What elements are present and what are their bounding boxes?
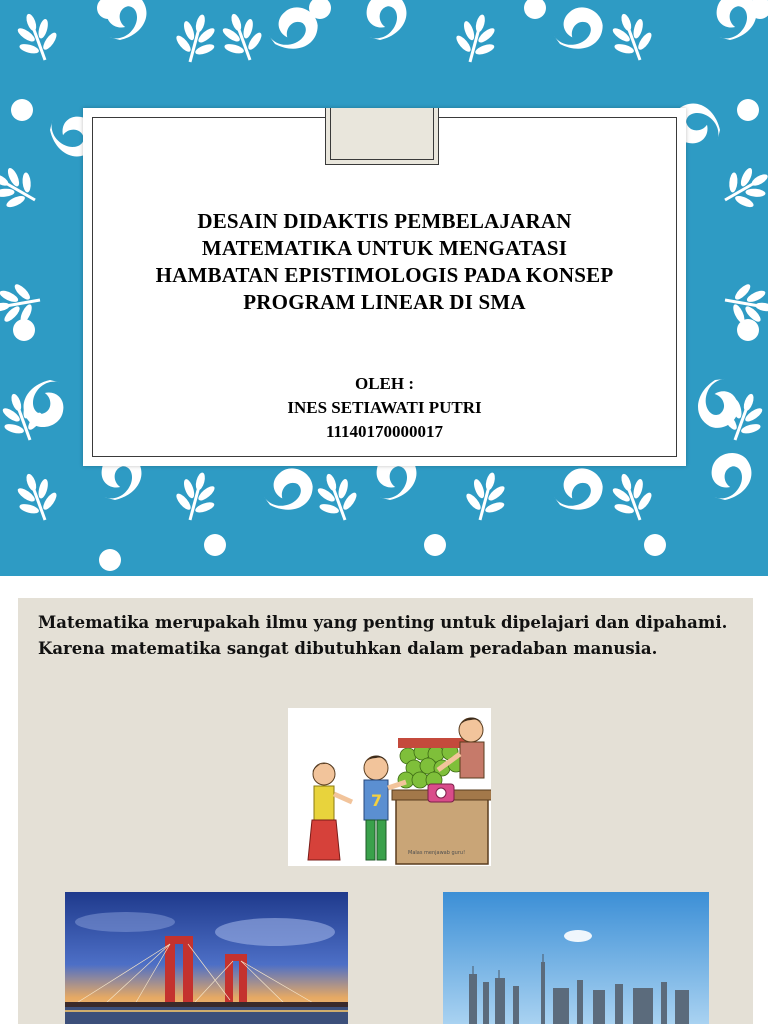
student-id: 11140170000017	[325, 422, 444, 441]
title-line: MATEMATIKA UNTUK MENGATASI	[201, 236, 568, 260]
title-card-tab	[325, 108, 439, 165]
market-cartoon-image	[288, 708, 491, 866]
title-line: HAMBATAN EPISTIMOLOGIS PADA KONSEP	[155, 263, 614, 287]
industrial-plant-photo-image	[443, 892, 709, 1024]
author-name: INES SETIAWATI PUTRI	[287, 398, 482, 417]
title-card	[83, 108, 686, 466]
title-line: DESAIN DIDAKTIS PEMBELAJARAN	[197, 209, 572, 233]
cartoon-caption: Malas menjawab guru!	[408, 850, 466, 856]
presentation-title	[103, 208, 666, 316]
bridge-photo-image	[65, 892, 348, 1024]
title-line: PROGRAM LINEAR DI SMA	[243, 290, 526, 314]
intro-slide	[18, 598, 753, 1024]
svg-text:7: 7	[371, 791, 383, 810]
intro-paragraph: Matematika merupakah ilmu yang penting untuk dipelajari dan dipahami. Karena matematika sangat dibutuhkan dalam peradaban manusia.	[38, 613, 728, 658]
author-block	[103, 372, 666, 444]
by-label: OLEH :	[354, 374, 415, 393]
